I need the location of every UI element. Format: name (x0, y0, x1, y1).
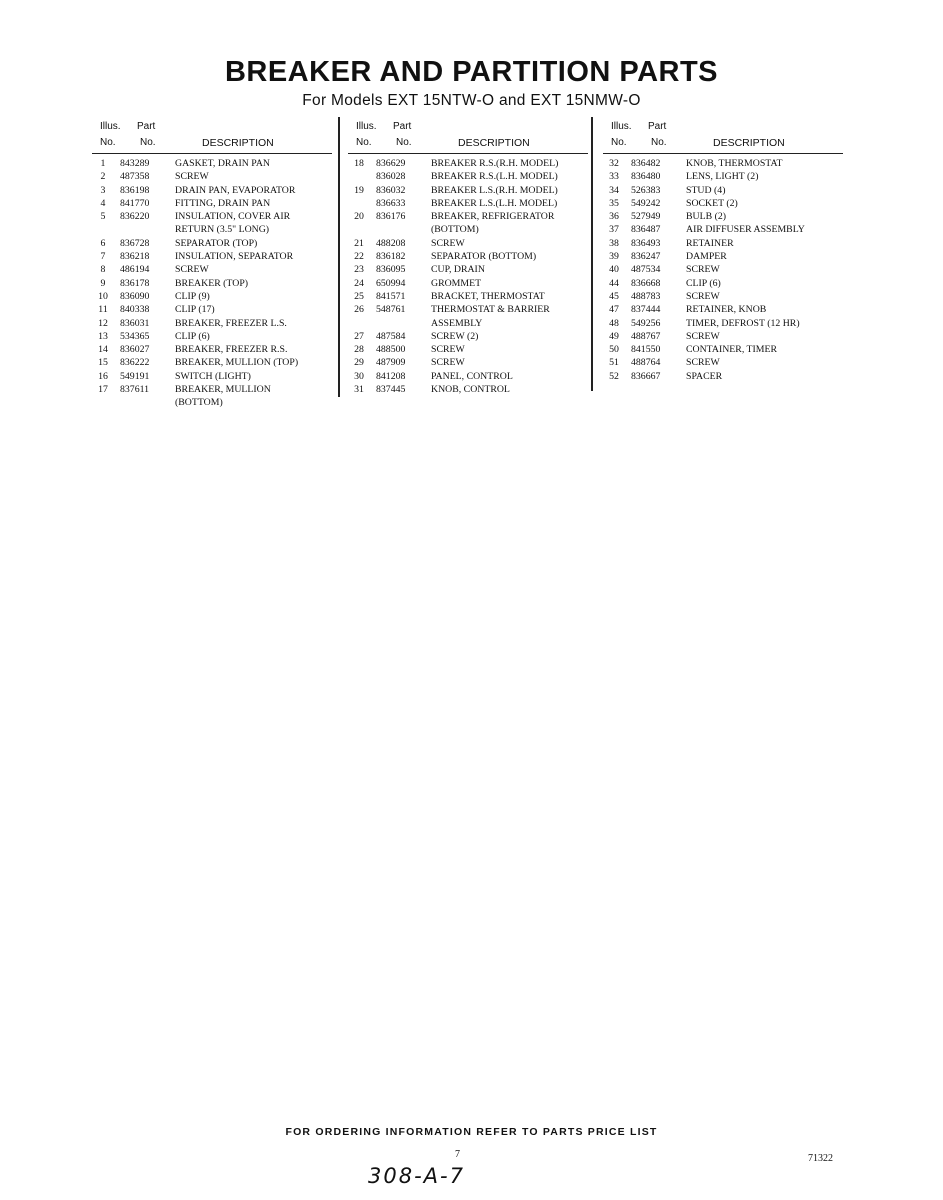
illus-number: 26 (354, 304, 364, 316)
illus-number (348, 197, 370, 210)
parts-row (348, 356, 588, 369)
part-number: 837444 (631, 304, 661, 316)
parts-row (92, 277, 332, 290)
parts-row (603, 170, 843, 183)
illus-number: 30 (354, 370, 364, 382)
part-description: SCREW (175, 171, 209, 183)
part-number: 488764 (631, 357, 661, 369)
header-description-label: DESCRIPTION (458, 137, 530, 149)
header-illus-label: Illus. (611, 121, 632, 132)
part-description: SWITCH (LIGHT) (175, 370, 251, 382)
parts-row (348, 383, 588, 396)
column-header (603, 116, 843, 154)
illus-number: 22 (354, 251, 364, 263)
part-number: 836220 (120, 211, 150, 223)
ordering-note: FOR ORDERING INFORMATION REFER TO PARTS PRICE LIST (285, 1126, 658, 1138)
part-description: DAMPER (686, 251, 727, 263)
part-description: THERMOSTAT & BARRIER (431, 304, 550, 316)
part-number: 836032 (376, 184, 406, 196)
illus-number: 4 (100, 197, 106, 209)
part-description: SOCKET (2) (686, 197, 738, 209)
handwritten-note: 308-A-7 (368, 1164, 465, 1188)
illus-number: 36 (609, 211, 619, 223)
part-number: 488783 (631, 290, 661, 302)
parts-row (92, 157, 332, 170)
part-description: KNOB, CONTROL (431, 384, 510, 396)
parts-row (348, 157, 588, 170)
illus-number: 14 (98, 344, 108, 356)
illus-number: 39 (609, 251, 619, 263)
part-number: 841770 (120, 197, 150, 209)
illus-number: 18 (354, 158, 364, 169)
part-description: INSULATION, SEPARATOR (175, 251, 294, 263)
part-description: KNOB, THERMOSTAT (686, 158, 783, 169)
illus-number: 51 (609, 357, 619, 369)
part-number: 549191 (120, 370, 150, 382)
illus-number: 34 (609, 184, 619, 196)
part-description: (BOTTOM) (431, 224, 479, 236)
header-description-label: DESCRIPTION (713, 137, 785, 149)
illus-number: 37 (609, 224, 619, 236)
part-number: 549242 (631, 197, 661, 209)
part-number: 487358 (120, 171, 150, 183)
part-number: 836198 (120, 184, 150, 196)
part-number: 836629 (376, 158, 406, 169)
part-description: RETAINER, KNOB (686, 304, 767, 316)
part-number: 836728 (120, 237, 150, 249)
illus-number: 49 (609, 330, 619, 342)
part-number: 650994 (376, 277, 406, 289)
parts-row (348, 250, 588, 263)
column-header (92, 116, 332, 154)
parts-column-2 (348, 116, 588, 396)
header-part-label: Part (648, 121, 667, 132)
illus-number: 45 (609, 290, 619, 302)
illus-number: 27 (354, 330, 364, 342)
illus-number: 5 (100, 211, 106, 223)
illus-number: 24 (354, 277, 364, 289)
part-number: 487584 (376, 330, 406, 342)
part-description: SEPARATOR (BOTTOM) (431, 251, 537, 263)
part-number: 488208 (376, 237, 406, 249)
part-number: 836028 (376, 171, 406, 183)
part-number: 836633 (376, 197, 406, 209)
illus-number: 21 (354, 237, 364, 249)
parts-row (92, 383, 332, 396)
illus-number (348, 317, 370, 330)
part-description: BREAKER (TOP) (175, 277, 249, 289)
illus-number: 25 (354, 290, 364, 302)
part-description: SCREW (686, 357, 720, 369)
part-description: BREAKER, MULLION (TOP) (175, 357, 299, 369)
parts-row (603, 263, 843, 276)
illus-number: 13 (98, 330, 108, 342)
column-header (348, 116, 588, 154)
part-number (114, 223, 175, 236)
part-description: TIMER, DEFROST (12 HR) (686, 317, 800, 329)
part-description: BRACKET, THERMOSTAT (431, 290, 545, 302)
part-number: 840338 (120, 304, 150, 316)
header-part-no-label: No. (396, 137, 412, 148)
parts-row (92, 210, 332, 223)
parts-row (603, 290, 843, 303)
part-number: 527949 (631, 211, 661, 223)
models-subtitle: For Models EXT 15NTW-O and EXT 15NMW-O (302, 92, 641, 109)
part-description: BREAKER L.S.(R.H. MODEL) (431, 184, 558, 196)
parts-row (348, 330, 588, 343)
part-description: SCREW (175, 264, 209, 276)
parts-row (348, 370, 588, 383)
part-number: 836178 (120, 277, 150, 289)
header-part-label: Part (393, 121, 412, 132)
part-description: LENS, LIGHT (2) (686, 171, 759, 183)
part-number: 488767 (631, 330, 661, 342)
part-number: 841208 (376, 370, 406, 382)
part-description: CONTAINER, TIMER (686, 344, 778, 356)
part-number: 837611 (120, 384, 150, 396)
parts-row (603, 356, 843, 369)
header-part-no-label: No. (140, 137, 156, 148)
part-description: BREAKER, MULLION (175, 384, 271, 396)
illus-number: 3 (100, 184, 106, 196)
parts-row (92, 184, 332, 197)
parts-list (348, 157, 588, 396)
illus-number: 52 (609, 370, 619, 382)
parts-row (348, 223, 588, 236)
illus-number: 6 (100, 237, 106, 249)
header-illus-label: Illus. (356, 121, 377, 132)
illus-number: 50 (609, 344, 619, 356)
part-description: FITTING, DRAIN PAN (175, 197, 271, 209)
part-description: SCREW (686, 290, 720, 302)
parts-list (603, 157, 843, 383)
part-description: BREAKER R.S.(L.H. MODEL) (431, 171, 558, 183)
illus-number: 33 (609, 171, 619, 183)
part-description: SPACER (686, 370, 723, 382)
parts-row (603, 370, 843, 383)
part-number: 836031 (120, 317, 150, 329)
parts-row (348, 210, 588, 223)
illus-number: 2 (100, 171, 106, 183)
parts-row (603, 343, 843, 356)
part-number: 548761 (376, 304, 406, 316)
parts-row (348, 317, 588, 330)
part-number: 836480 (631, 171, 661, 183)
part-number: 836176 (376, 211, 406, 223)
part-description: BREAKER, REFRIGERATOR (431, 211, 555, 223)
part-description: SCREW (431, 237, 465, 249)
parts-row (603, 317, 843, 330)
part-description: DRAIN PAN, EVAPORATOR (175, 184, 296, 196)
parts-list (92, 157, 332, 410)
part-number: 841550 (631, 344, 661, 356)
illus-number: 40 (609, 264, 619, 276)
part-number: 836182 (376, 251, 406, 263)
part-number: 836493 (631, 237, 661, 249)
parts-row (603, 184, 843, 197)
parts-column-3 (603, 116, 843, 383)
part-number: 836487 (631, 224, 661, 236)
illus-number: 32 (609, 158, 619, 169)
parts-row (603, 250, 843, 263)
part-description: (BOTTOM) (175, 397, 223, 409)
illus-number: 1 (100, 158, 106, 169)
header-illus-no-label: No. (611, 137, 627, 148)
part-description: RETURN (3.5" LONG) (175, 224, 270, 236)
header-description-label: DESCRIPTION (202, 137, 274, 149)
column-divider (338, 117, 340, 397)
part-description: CLIP (6) (175, 330, 210, 342)
parts-row (603, 157, 843, 170)
illus-number: 28 (354, 344, 364, 356)
part-number: 549256 (631, 317, 661, 329)
part-description: CLIP (6) (686, 277, 721, 289)
parts-row (92, 223, 332, 236)
part-number: 836668 (631, 277, 661, 289)
parts-row (348, 303, 588, 316)
part-description: BREAKER R.S.(R.H. MODEL) (431, 158, 559, 169)
part-number: 836090 (120, 290, 150, 302)
part-number: 488500 (376, 344, 406, 356)
illus-number: 16 (98, 370, 108, 382)
parts-row (92, 290, 332, 303)
document-code: 71322 (808, 1153, 833, 1164)
parts-row (92, 303, 332, 316)
part-description: BULB (2) (686, 211, 727, 223)
part-number: 836095 (376, 264, 406, 276)
part-description: SCREW (2) (431, 330, 479, 342)
illus-number: 15 (98, 357, 108, 369)
part-description: GASKET, DRAIN PAN (175, 158, 270, 169)
illus-number: 23 (354, 264, 364, 276)
column-divider (591, 117, 593, 391)
part-description: SEPARATOR (TOP) (175, 237, 258, 249)
parts-row (603, 210, 843, 223)
parts-row (348, 277, 588, 290)
parts-row (603, 303, 843, 316)
parts-row (603, 223, 843, 236)
part-description: RETAINER (686, 237, 734, 249)
header-illus-no-label: No. (356, 137, 372, 148)
parts-row (603, 197, 843, 210)
illus-number: 10 (98, 290, 108, 302)
part-number: 843289 (120, 158, 150, 169)
illus-number: 19 (354, 184, 364, 196)
part-description: SCREW (686, 264, 720, 276)
parts-row (92, 330, 332, 343)
parts-row (603, 330, 843, 343)
parts-row (348, 343, 588, 356)
parts-row (92, 356, 332, 369)
part-number (370, 317, 431, 330)
parts-row (92, 170, 332, 183)
parts-row (348, 197, 588, 210)
part-description: CLIP (17) (175, 304, 215, 316)
illus-number: 35 (609, 197, 619, 209)
part-description: SCREW (431, 357, 465, 369)
parts-row (92, 237, 332, 250)
part-number: 836482 (631, 158, 661, 169)
part-number: 486194 (120, 264, 150, 276)
header-part-label: Part (137, 121, 156, 132)
header-part-no-label: No. (651, 137, 667, 148)
illus-number (92, 223, 114, 236)
parts-row (92, 197, 332, 210)
parts-column-1 (92, 116, 332, 410)
header-illus-no-label: No. (100, 137, 116, 148)
part-number: 836667 (631, 370, 661, 382)
parts-row (348, 170, 588, 183)
part-description: BREAKER L.S.(L.H. MODEL) (431, 197, 558, 209)
part-description: SCREW (686, 330, 720, 342)
part-number: 487909 (376, 357, 406, 369)
part-number: 534365 (120, 330, 150, 342)
part-description: BREAKER, FREEZER R.S. (175, 344, 288, 356)
illus-number: 31 (354, 384, 364, 396)
illus-number: 38 (609, 237, 619, 249)
parts-row (603, 237, 843, 250)
part-description: ASSEMBLY (431, 317, 483, 329)
header-illus-label: Illus. (100, 121, 121, 132)
part-description: BREAKER, FREEZER L.S. (175, 317, 287, 329)
part-number: 487534 (631, 264, 661, 276)
page-number: 7 (455, 1149, 460, 1160)
part-number: 836218 (120, 251, 150, 263)
illus-number: 29 (354, 357, 364, 369)
part-description: SCREW (431, 344, 465, 356)
illus-number: 44 (609, 277, 619, 289)
illus-number: 47 (609, 304, 619, 316)
illus-number: 12 (98, 317, 108, 329)
part-description: INSULATION, COVER AIR (175, 211, 291, 223)
illus-number: 17 (98, 384, 108, 396)
part-description: PANEL, CONTROL (431, 370, 513, 382)
illus-number (348, 223, 370, 236)
parts-row (92, 343, 332, 356)
illus-number: 11 (98, 304, 108, 316)
part-number: 836247 (631, 251, 661, 263)
parts-row (92, 317, 332, 330)
part-description: CLIP (9) (175, 290, 210, 302)
parts-row (348, 184, 588, 197)
illus-number (92, 396, 114, 409)
parts-row (348, 263, 588, 276)
illus-number: 8 (100, 264, 106, 276)
part-number (114, 396, 175, 409)
illus-number: 20 (354, 211, 364, 223)
illus-number: 7 (100, 251, 106, 263)
part-number: 526383 (631, 184, 661, 196)
parts-row (348, 290, 588, 303)
part-number: 837445 (376, 384, 406, 396)
parts-row (92, 263, 332, 276)
parts-row (92, 250, 332, 263)
illus-number: 9 (100, 277, 106, 289)
part-description: STUD (4) (686, 184, 726, 196)
part-description: AIR DIFFUSER ASSEMBLY (686, 224, 805, 236)
part-number: 841571 (376, 290, 406, 302)
parts-row (92, 370, 332, 383)
part-description: CUP, DRAIN (431, 264, 485, 276)
parts-row (92, 396, 332, 409)
illus-number (348, 170, 370, 183)
part-description: GROMMET (431, 277, 482, 289)
illus-number: 48 (609, 317, 619, 329)
part-number (370, 223, 431, 236)
parts-row (603, 277, 843, 290)
parts-row (348, 237, 588, 250)
part-number: 836027 (120, 344, 150, 356)
page-title: BREAKER AND PARTITION PARTS (224, 56, 719, 88)
part-number: 836222 (120, 357, 150, 369)
